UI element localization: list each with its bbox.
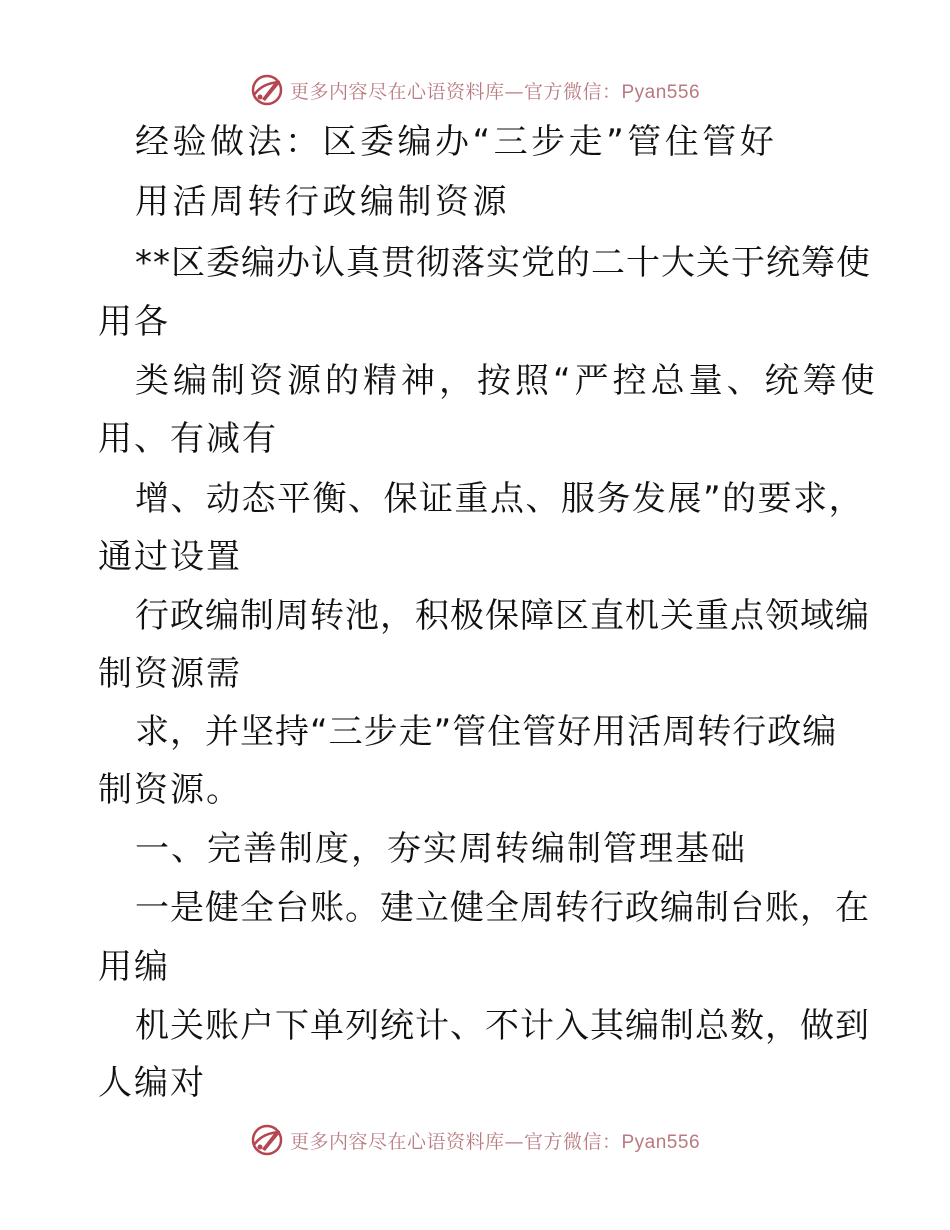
- paragraph-line: **区委编办认真贯彻落实党的二十大关于统筹使: [135, 243, 871, 283]
- paragraph-line: 用各: [98, 302, 170, 342]
- title-line-1: 经验做法：区委编办“三步走”管住管好: [135, 122, 778, 162]
- paragraph-line: 用编: [98, 947, 170, 987]
- paragraph-line: 类编制资源的精神，按照“严控总量、统筹使: [135, 361, 879, 401]
- paragraph-line: 求，并坚持“三步走”管住管好用活周转行政编: [135, 712, 838, 752]
- watermark-banner-top: [0, 70, 950, 110]
- paragraph-line: 行政编制周转池，积极保障区直机关重点领域编: [135, 596, 870, 636]
- paragraph-line: 人编对: [98, 1063, 206, 1103]
- section-heading: 一、完善制度，夯实周转编制管理基础: [135, 829, 747, 869]
- watermark-text: 更多内容尽在心语资料库—官方微信：Pyan556: [289, 80, 701, 103]
- pen-logo-icon: [250, 1123, 284, 1157]
- paragraph-line: 制资源需: [98, 654, 242, 694]
- paragraph-line: 一是健全台账。建立健全周转行政编制台账，在: [135, 888, 870, 928]
- pen-logo-icon: [250, 73, 284, 107]
- watermark-text: 更多内容尽在心语资料库—官方微信：Pyan556: [289, 1130, 701, 1153]
- title-line-2: 用活周转行政编制资源: [135, 182, 510, 222]
- paragraph-line: 用、有减有: [98, 419, 278, 459]
- paragraph-line: 机关账户下单列统计、不计入其编制总数，做到: [135, 1006, 870, 1046]
- paragraph-line: 制资源。: [98, 770, 242, 810]
- paragraph-line: 增、动态平衡、保证重点、服务发展”的要求，: [135, 479, 865, 519]
- paragraph-line: 通过设置: [98, 537, 242, 577]
- watermark-banner-bottom: [0, 1120, 950, 1160]
